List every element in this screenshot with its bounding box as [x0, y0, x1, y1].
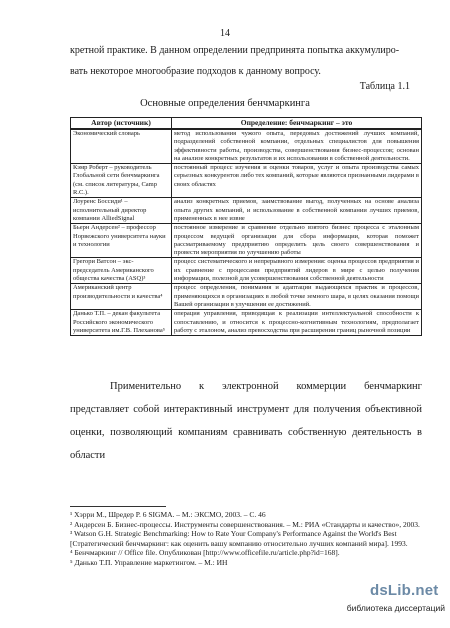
- footnote-1: ¹ Хэрри М., Шредер Р. 6 SIGMA. – М.: ЭКСМО, 2003. – С. 46: [70, 510, 266, 519]
- header-definition: Определение: бенчмаркинг – это: [172, 118, 422, 130]
- row-definition: анализ конкретных приемов, заимствование выгод, полученных на основе анализа опыта других компаний, и использование в собственной компании лучших приемов, примененных в нее извне: [172, 198, 422, 224]
- table-row: [71, 310, 422, 336]
- row-definition: метод использования чужого опыта, передовых достижений лучших компаний, подразделений собственной компании, отдельных специалистов для повышения эффективности работы, производства, совершенствования бизнес-процессов; основан на анализе конкретных результатов и их использовании в собственной деятельности.: [172, 129, 422, 164]
- row-author: Лоуренс Боссиди¹ – исполнительный директор компании AlliedSignal: [71, 198, 172, 224]
- row-definition: постоянный процесс изучения и оценки товаров, услуг и опыта производства самых серьезных конкурентов либо тех компаний, которые являются признанными лидерами в своих областях: [172, 164, 422, 198]
- definitions-table: [70, 117, 422, 336]
- table-title: Основные определения бенчмаркинга: [140, 98, 310, 109]
- row-author: Бьерн Андерсен² – профессор Норвежского университета науки и технологии: [71, 224, 172, 258]
- row-definition: постоянное измерение и сравнение отдельно взятого бизнес процесса с эталонным процессом ведущей организации для сбора информации, которая поможет рассматриваемому предприятию определить цель своего совершенствования и провести мероприятия по улучшению работы: [172, 224, 422, 258]
- table-row: [71, 129, 422, 164]
- table-row: [71, 284, 422, 310]
- row-definition: процесс систематического и непрерывного измерения: оценка процессов предприятия и их сравнение с процессами предприятий лидеров в мире с целью получения информации, полезной для усовершенствования собственной деятельности: [172, 258, 422, 284]
- row-author: Американский центр производительности и качества⁴: [71, 284, 172, 310]
- footnote-divider: [70, 506, 166, 507]
- table-row: [71, 164, 422, 198]
- footnotes: [70, 510, 430, 567]
- footnote-4: ⁴ Бенчмаркинг // Office file. Опубликован [http://www.officefile.ru/article.php?id=168].: [70, 548, 340, 557]
- header-author: Автор (источник): [71, 118, 172, 130]
- row-author: Данько Т.П. – декан факультета Российского экономического университета им.Г.В. Плеханова⁵: [71, 310, 172, 336]
- footnote-3: ³ Watson G.H. Strategic Benchmarking: How to Rate Your Company's Performance Against the World's Best [Стратегический бенчмаркинг: как оценить вашу компанию относительно лучших компаний мира]. 1993.: [70, 529, 408, 548]
- table-row: [71, 224, 422, 258]
- row-author: Экономический словарь: [71, 129, 172, 164]
- footnote-2: ² Андерсен Б. Бизнес-процессы. Инструменты совершенствования. – М.: РИА «Стандарты и качество», 2003.: [70, 519, 420, 529]
- table-row: [71, 258, 422, 284]
- row-author: Грегори Ватсон – экс-председатель Американского общества качества (ASQ)³: [71, 258, 172, 284]
- watermark-logo[interactable]: dsLib.net: [370, 582, 439, 599]
- intro-line-2: вать некоторое многообразие подходов к данному вопросу.: [70, 66, 321, 77]
- page-number: 14: [220, 28, 230, 39]
- intro-paragraph: [70, 40, 422, 82]
- row-definition: операция управления, приводящая к реализации интеллектуальной способности к сопоставлению, и относится к процессно-когнитивным технологиям, предполагает работу с эталоном, анализ превосходства при расширении границ рыночной позиции: [172, 310, 422, 336]
- intro-line-1: кретной практике. В данном определении предпринята попытка аккумулиро-: [70, 45, 400, 56]
- row-definition: процесс определения, понимания и адаптации выдающихся практик и процессов, применяющихся в организациях в любой точке земного шара, в целях оказания помощи Вашей организации в улучшении ее достижений.: [172, 284, 422, 310]
- watermark[interactable]: [320, 582, 445, 622]
- watermark-text: библиотека диссертаций: [346, 603, 445, 613]
- table-caption: Таблица 1.1: [359, 81, 410, 92]
- table-header-row: [71, 118, 422, 130]
- footnote-5: ⁵ Данько Т.П. Управление маркетингом. – М.: ИН: [70, 557, 228, 567]
- row-author: Кэмр Роберт – руководитель Глобальной сети бенчмаркинга (см. список литературы, Camp R.C.).: [71, 164, 172, 198]
- table-row: [71, 198, 422, 224]
- body-paragraph: Применительно к электронной коммерции бенчмаркинг представляет собой интерактивный инструмент для получения объективной оценки, позволяющий компаниям сравнивать собственную деятельность в области: [70, 381, 422, 461]
